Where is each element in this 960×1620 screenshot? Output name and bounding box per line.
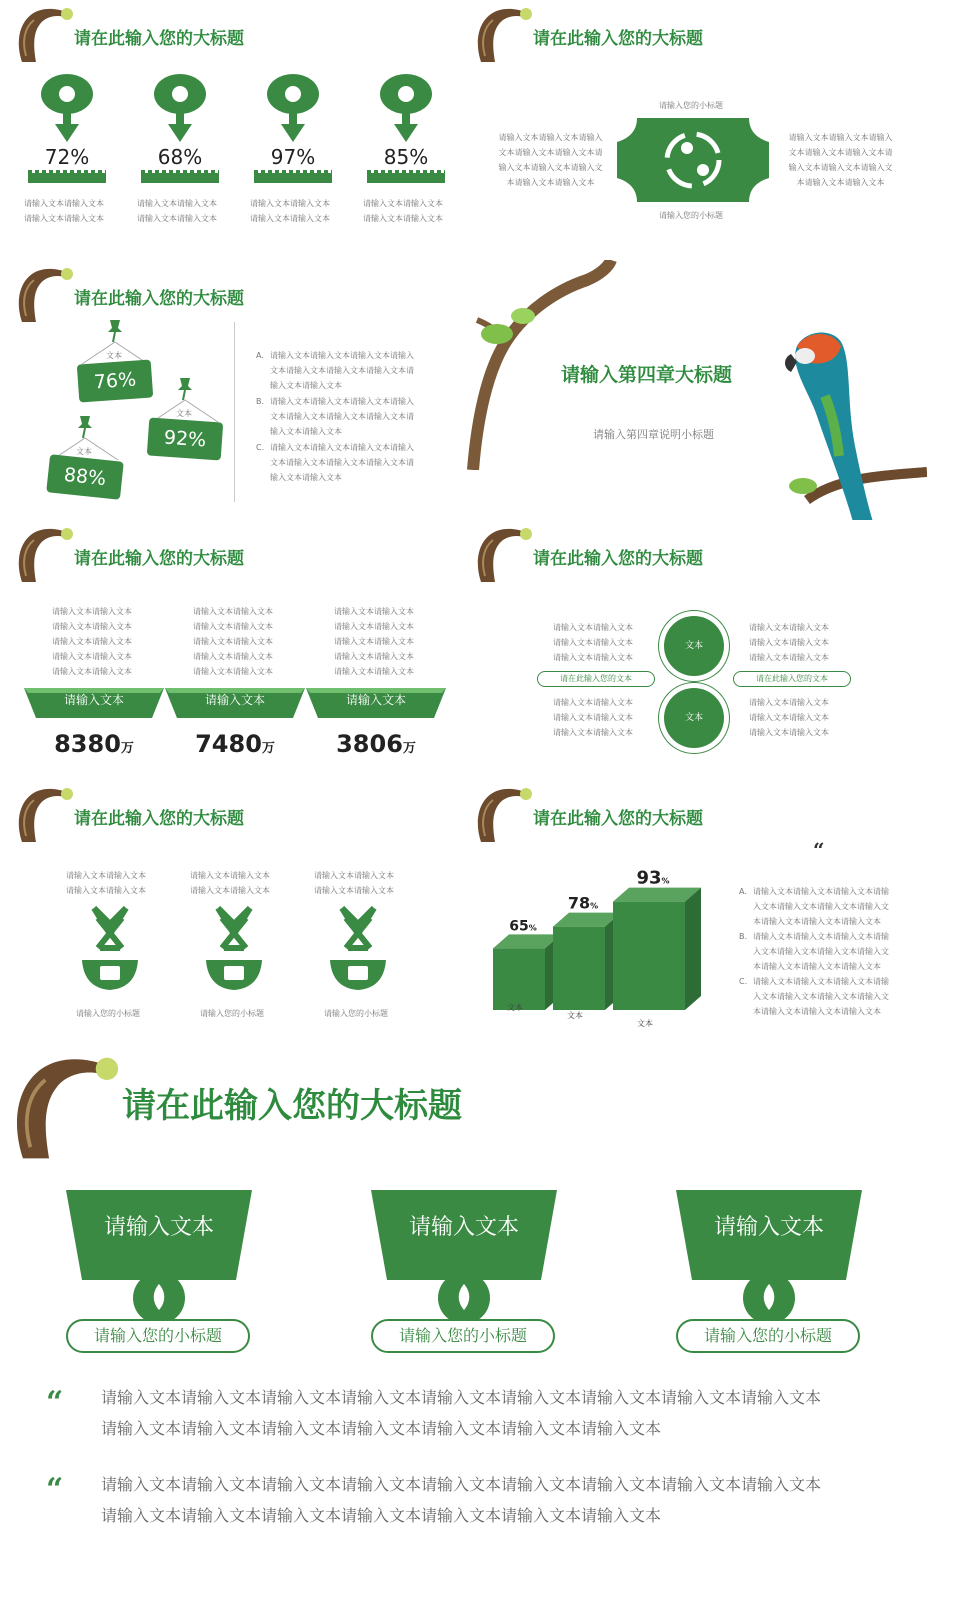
list-item: [739, 884, 909, 929]
label-banner: [306, 688, 446, 716]
text-line: 请输入文本请输入文本: [363, 199, 443, 208]
text-line: 请输入文本请输入文本: [193, 637, 273, 646]
text-line: 请输入文本请输入文本: [193, 622, 273, 631]
ribbon-decoration: [141, 173, 219, 183]
item-description: [24, 196, 104, 226]
trapezoid-label: 请输入文本: [713, 1215, 824, 1240]
tag-label: 文本: [176, 409, 192, 418]
trapezoid-shape: [371, 1188, 557, 1338]
item-subtitle: 请输入您的小标题: [76, 1009, 140, 1018]
branch-decoration: [473, 4, 533, 66]
slide-9: [8, 1040, 938, 1615]
text-line: 请输入文本请输入文本: [553, 653, 633, 662]
text-line: 请输入文本请输入文本: [749, 713, 829, 722]
list-key: C.: [739, 977, 748, 986]
text-line: 请输入文本请输入文本: [334, 667, 414, 676]
text-line: 文本请输入文本请输入文本请: [788, 148, 893, 157]
slide-title: 请在此输入您的大标题: [533, 29, 703, 49]
subtitle-pill: 请输入您的小标题: [676, 1319, 860, 1353]
text-line: 请输入文本请输入文本: [24, 214, 104, 223]
text-line: 请输入文本请输入文本: [250, 214, 330, 223]
pill-right: 请在此输入您的文本: [733, 671, 851, 687]
slide-5: [8, 520, 468, 775]
slide-6: [467, 520, 927, 775]
trapezoid-shape: [676, 1188, 862, 1338]
text-line: 输入文本请输入文本请输入文: [788, 163, 893, 172]
text-line: 请输入文本请输入文本: [52, 622, 132, 631]
right-text: [783, 130, 898, 190]
text-line: 请输入文本请输入文本: [553, 728, 633, 737]
list-key: A.: [256, 351, 264, 360]
text-line: 请输入文本请输入文本: [334, 652, 414, 661]
label-trapezoid: [371, 1188, 557, 1280]
text-line: 请输入文本请输入文本: [749, 698, 829, 707]
slide-8: [467, 780, 927, 1035]
pushpin-icon: [174, 376, 196, 400]
label-banner: [165, 688, 305, 716]
number-unit: 万: [120, 741, 134, 756]
text-line: 请输入文本请输入文本: [66, 886, 146, 895]
text-line: 请输入文本请输入文本: [52, 637, 132, 646]
label-trapezoid: [66, 1188, 252, 1280]
circle-bottom: 文本: [664, 688, 724, 748]
text-line: 请输入文本请输入文本: [314, 871, 394, 880]
text-line: 输入文本请输入文本: [270, 381, 342, 390]
column-text: [52, 604, 132, 679]
slide-title: 请在此输入您的大标题: [74, 289, 244, 309]
pill-left: 请在此输入您的文本: [537, 671, 655, 687]
slide-3: [8, 260, 468, 515]
text-line: 请输入文本请输入文本请输入文本请输入: [270, 397, 414, 406]
text-line: 请输入文本请输入文本请输入: [498, 133, 603, 142]
text-line: 请输入文本请输入文本请输入文本请输: [753, 932, 889, 941]
slide-title: 请在此输入您的大标题: [533, 809, 703, 829]
slide-title: 请在此输入您的大标题: [533, 549, 703, 569]
list-item: [256, 348, 456, 393]
text-line: 文本请输入文本请输入文本请输入文本请: [270, 366, 414, 375]
branch-decoration: [8, 1044, 120, 1172]
money-bag-icon: [40, 72, 94, 144]
left-text: [493, 130, 608, 190]
banner-label: 请输入文本: [204, 693, 265, 707]
text-line: 请输入文本请输入文本: [193, 652, 273, 661]
number-value: 7480: [195, 730, 262, 758]
big-number: [24, 730, 164, 758]
branch-decoration: [14, 524, 74, 586]
column-text: [334, 604, 414, 679]
quote-icon: “: [813, 838, 825, 862]
text-line: 请输入文本请输入文本: [334, 607, 414, 616]
list-key: B.: [256, 397, 265, 406]
percent-value: 68%: [157, 145, 203, 169]
quote-icon: “: [46, 1472, 64, 1507]
pushpin-icon: [74, 414, 96, 438]
sms-icon: [328, 904, 388, 992]
tag-label: 文本: [106, 351, 122, 360]
big-number: [165, 730, 305, 758]
bar-value: 78%: [567, 893, 599, 913]
text-line: 请输入文本请输入文本: [66, 871, 146, 880]
label-banner: [24, 688, 164, 716]
list-item: [739, 974, 909, 1019]
text-line: 请输入文本请输入文本: [553, 698, 633, 707]
text-line: 请输入文本请输入文本: [52, 607, 132, 616]
ribbon-decoration: [28, 173, 106, 183]
text-line: 请输入文本请输入文本: [190, 871, 270, 880]
text-line: 请输入文本请输入文本: [193, 607, 273, 616]
paragraph-1: 请输入文本请输入文本请输入文本请输入文本请输入文本请输入文本请输入文本请输入文本请输入文本请输入文本请输入文本请输入文本请输入文本请输入文本请输入文本请输入文本: [101, 1388, 822, 1438]
bar-value: 93%: [636, 867, 670, 889]
branch-decoration: [14, 264, 74, 326]
text-line: 输入文本请输入文本: [270, 473, 342, 482]
bar-label: 文本: [637, 1019, 653, 1028]
text-line: 请输入文本请输入文本请输入: [788, 133, 893, 142]
text-line: 请输入文本请输入文本: [553, 638, 633, 647]
slide-title: 请在此输入您的大标题: [74, 809, 244, 829]
trapezoid-label: 请输入文本: [103, 1215, 214, 1240]
subtitle-top: 请输入您的小标题: [659, 101, 723, 110]
text-line: 入文本请输入文本请输入文本请输入文: [753, 992, 889, 1001]
ribbon-decoration: [367, 173, 445, 183]
branch-decoration: [14, 4, 74, 66]
text-bottom-left: [553, 695, 633, 740]
slide-4: [467, 260, 927, 522]
text-line: 请输入文本请输入文本: [749, 653, 829, 662]
text-line: 本请输入文本请输入文本: [796, 178, 885, 187]
bar-label: 文本: [507, 1003, 523, 1012]
monitor-icon: [204, 904, 264, 992]
ribbon-decoration: [254, 173, 332, 183]
list-item: [256, 440, 456, 485]
text-line: 文本请输入文本请输入文本请: [498, 148, 603, 157]
number-unit: 万: [261, 741, 275, 756]
text-line: 请输入文本请输入文本: [749, 623, 829, 632]
text-line: 本请输入文本请输入文本: [506, 178, 595, 187]
bar: [493, 934, 561, 1010]
text-top-right: [749, 620, 829, 665]
pushpin-icon: [104, 318, 126, 342]
cycle-badge: [617, 118, 769, 202]
slide-1: [8, 0, 468, 255]
text-line: 请输入文本请输入文本请输入文本请输入: [270, 443, 414, 452]
trapezoid-label: 请输入文本: [408, 1215, 519, 1240]
text-line: 请输入文本请输入文本: [363, 214, 443, 223]
text-line: 请输入文本请输入文本: [190, 886, 270, 895]
text-line: 请输入文本请输入文本: [24, 199, 104, 208]
item-subtitle: 请输入您的小标题: [324, 1009, 388, 1018]
branch-decoration: [14, 784, 74, 846]
text-bottom-right: [749, 695, 829, 740]
text-line: 请输入文本请输入文本: [553, 713, 633, 722]
text-line: 请输入文本请输入文本: [250, 199, 330, 208]
chapter-subtitle: 请输入第四章说明小标题: [593, 428, 714, 441]
percent-value: 85%: [383, 145, 429, 169]
item-description: [250, 196, 330, 226]
slide-2: [467, 0, 927, 255]
list-item: [739, 929, 909, 974]
text-line: 请输入文本请输入文本请输入文本请输入: [270, 351, 414, 360]
text-line: 请输入文本请输入文本: [334, 622, 414, 631]
text-line: 本请输入文本请输入文本请输入文本: [753, 962, 881, 971]
text-line: 输入文本请输入文本请输入文: [498, 163, 603, 172]
subtitle-pill: 请输入您的小标题: [371, 1319, 555, 1353]
cash-icon: [379, 72, 433, 144]
text-line: 入文本请输入文本请输入文本请输入文: [753, 947, 889, 956]
text-line: 请输入文本请输入文本: [314, 886, 394, 895]
text-line: 请输入文本请输入文本: [553, 623, 633, 632]
list: [739, 884, 909, 1019]
branch-decoration: [473, 524, 533, 586]
text-line: 请输入文本请输入文本: [137, 214, 217, 223]
chapter-title: 请输入第四章大标题: [561, 364, 733, 386]
text-line: 入文本请输入文本请输入文本请输入文: [753, 902, 889, 911]
list-key: C.: [256, 443, 265, 452]
text-line: 请输入文本请输入文本: [193, 667, 273, 676]
column-text: [193, 604, 273, 679]
list-key: A.: [739, 887, 747, 896]
circle-top: 文本: [664, 616, 724, 676]
bar: [613, 888, 701, 1010]
text-line: 请输入文本请输入文本: [52, 652, 132, 661]
text-line: 请输入文本请输入文本: [334, 637, 414, 646]
step-chart: [485, 842, 725, 1032]
text-line: 请输入文本请输入文本: [749, 728, 829, 737]
trapezoid-shape: [66, 1188, 252, 1338]
number-value: 8380: [54, 730, 121, 758]
item-description: [137, 196, 217, 226]
text-line: 输入文本请输入文本: [270, 427, 342, 436]
item-text: [190, 868, 270, 898]
banner-label: 请输入文本: [63, 693, 124, 707]
text-line: 请输入文本请输入文本: [749, 638, 829, 647]
percent-value: 97%: [270, 145, 316, 169]
text-line: 本请输入文本请输入文本请输入文本: [753, 1007, 881, 1016]
item-subtitle: 请输入您的小标题: [200, 1009, 264, 1018]
big-number: [306, 730, 446, 758]
paragraph-2: 请输入文本请输入文本请输入文本请输入文本请输入文本请输入文本请输入文本请输入文本请输入文本请输入文本请输入文本请输入文本请输入文本请输入文本请输入文本请输入文本: [101, 1475, 822, 1525]
text-line: 请输入文本请输入文本请输入文本请输: [753, 977, 889, 986]
text-line: 文本请输入文本请输入文本请输入文本请: [270, 412, 414, 421]
percent-tag: 92%: [147, 417, 223, 460]
branch-decoration: [473, 784, 533, 846]
text-line: 请输入文本请输入文本: [52, 667, 132, 676]
tag-label: 文本: [76, 447, 92, 456]
subtitle-pill: 请输入您的小标题: [66, 1319, 250, 1353]
number-value: 3806: [336, 730, 403, 758]
phone-icon: [80, 904, 140, 992]
label-trapezoid: [676, 1188, 862, 1280]
list: [256, 348, 456, 486]
bar: [553, 913, 621, 1010]
text-line: 请输入文本请输入文本请输入文本请输: [753, 887, 889, 896]
bar-value: 65%: [509, 918, 537, 935]
banner-label: 请输入文本: [345, 693, 406, 707]
slide-title: 请在此输入您的大标题: [74, 549, 244, 569]
slide-title: 请在此输入您的大标题: [122, 1086, 462, 1126]
bar-label: 文本: [567, 1011, 583, 1020]
piggy-bank-icon: [266, 72, 320, 144]
percent-value: 72%: [44, 145, 90, 169]
divider: [234, 322, 235, 502]
list-key: B.: [739, 932, 748, 941]
text-line: 本请输入文本请输入文本请输入文本: [753, 917, 881, 926]
text-line: 文本请输入文本请输入文本请输入文本请: [270, 458, 414, 467]
text-top-left: [553, 620, 633, 665]
percent-tag: 88%: [46, 454, 124, 500]
percent-tag: 76%: [77, 359, 153, 402]
item-text: [314, 868, 394, 898]
slide-7: [8, 780, 468, 1035]
item-text: [66, 868, 146, 898]
text-line: 请输入文本请输入文本: [137, 199, 217, 208]
subtitle-bottom: 请输入您的小标题: [659, 211, 723, 220]
coins-icon: [153, 72, 207, 144]
slide-title: 请在此输入您的大标题: [74, 29, 244, 49]
number-unit: 万: [402, 741, 416, 756]
parrot-image: [767, 326, 927, 522]
item-description: [363, 196, 443, 226]
quote-icon: “: [46, 1385, 64, 1420]
list-item: [256, 394, 456, 439]
